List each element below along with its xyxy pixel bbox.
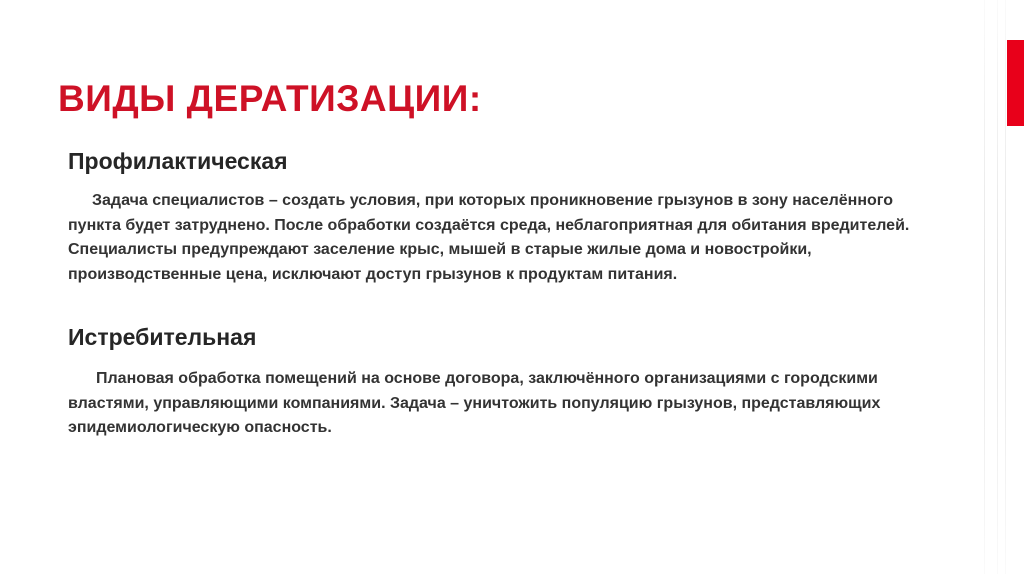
page-curl-line — [1005, 0, 1006, 574]
page-curl-line — [984, 0, 985, 574]
section-text-preventive: Задача специалистов – создать условия, при которых проникновение грызунов в зону населённого пункта будет затруднено. После обработки создаётся среда, неблагоприятная для обитания вредителей. Специалисты предупреждают заселение крыс, мышей в старые жилые дома и новостройки, производственные цена, исключают доступ грызунов к продуктам питания. — [68, 192, 910, 283]
red-accent-bar — [1007, 40, 1024, 126]
section-heading-preventive: Профилактическая — [68, 148, 288, 174]
slide-title: ВИДЫ ДЕРАТИЗАЦИИ: — [58, 78, 482, 119]
section-text-exterminating: Плановая обработка помещений на основе договора, заключённого организациями с городскими властями, управляющими компаниями. Задача – уничтожить популяцию грызунов, представляющих эпидемиологическую опасность. — [68, 370, 881, 436]
page-curl-line — [997, 0, 998, 574]
section-heading-exterminating: Истребительная — [68, 324, 257, 350]
